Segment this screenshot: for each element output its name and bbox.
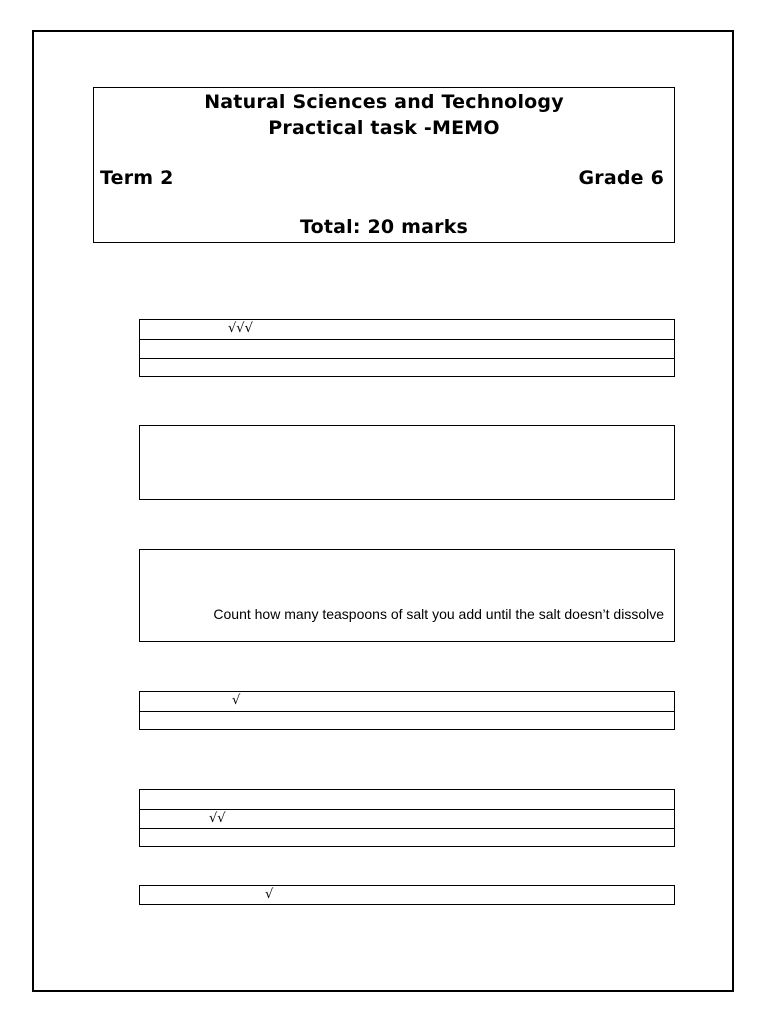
table-row bbox=[140, 320, 674, 339]
table-row bbox=[140, 886, 674, 904]
table-row bbox=[140, 358, 674, 376]
tick-marks: √ bbox=[232, 693, 241, 708]
table-row bbox=[140, 790, 674, 809]
term-label: Term 2 bbox=[100, 167, 174, 189]
tick-marks: √√√ bbox=[228, 321, 253, 336]
table-row bbox=[140, 692, 674, 711]
answer-table-6 bbox=[139, 885, 675, 905]
answer-table-3 bbox=[139, 549, 675, 642]
table-row bbox=[140, 828, 674, 846]
method-note: Count how many teaspoons of salt you add until the salt doesn’t dissolve bbox=[213, 606, 664, 622]
answer-table-1 bbox=[139, 319, 675, 377]
memo-header bbox=[93, 87, 675, 243]
tick-marks: √ bbox=[265, 887, 274, 902]
total-marks: Total: 20 marks bbox=[299, 216, 469, 238]
answer-table-2 bbox=[139, 425, 675, 500]
table-row bbox=[140, 339, 674, 358]
grade-label: Grade 6 bbox=[578, 167, 664, 189]
tick-marks: √√ bbox=[209, 811, 226, 826]
table-row bbox=[140, 809, 674, 828]
task-title: Practical task -MEMO bbox=[268, 117, 500, 139]
subject-title: Natural Sciences and Technology bbox=[204, 91, 564, 113]
table-row bbox=[140, 711, 674, 729]
answer-table-5 bbox=[139, 789, 675, 847]
answer-table-4 bbox=[139, 691, 675, 730]
